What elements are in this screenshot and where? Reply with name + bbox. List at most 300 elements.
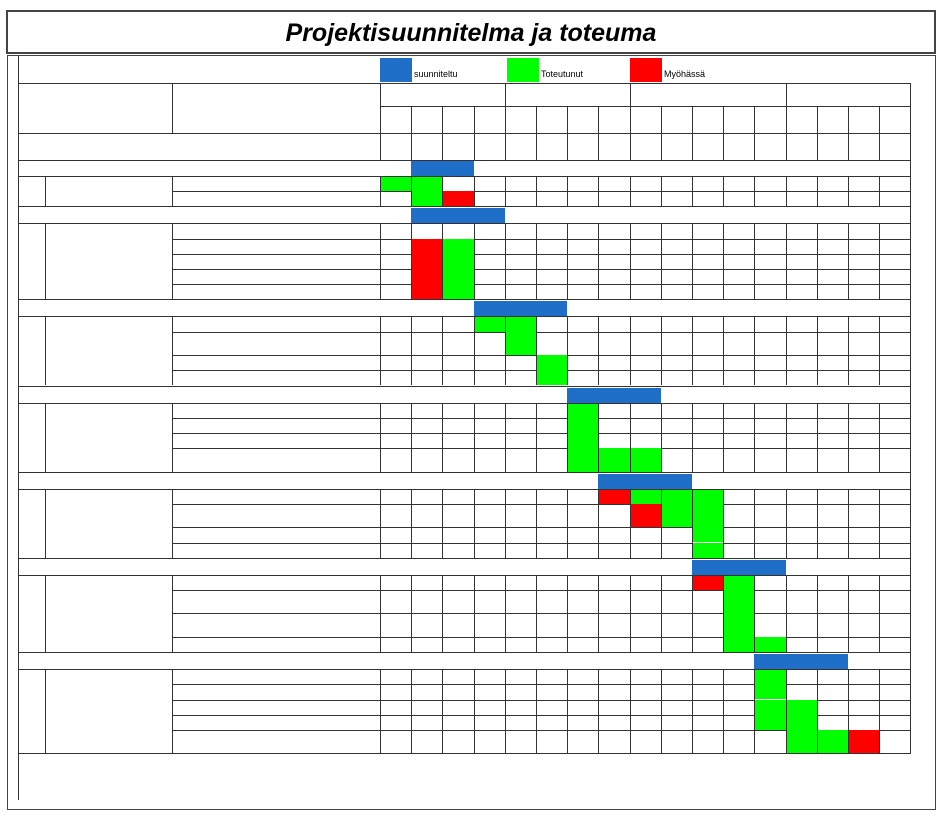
task-6-5 [172, 730, 380, 754]
grid-col-1-0 [380, 223, 381, 299]
grid-col-4-13 [786, 489, 787, 558]
grid-col-2-5 [536, 316, 537, 385]
done-cell-0-1-w2 [411, 176, 442, 191]
phase-bottom-line-0 [18, 206, 910, 207]
done-cell-3-4-w9 [630, 448, 661, 472]
done-cell-3-4-w8 [598, 448, 629, 472]
grid-col-5-15 [848, 575, 849, 652]
late-cell-6-5-w16 [848, 730, 879, 754]
week-col-divider-hdr-8 [630, 106, 631, 160]
grid-col-6-12 [754, 669, 755, 753]
grid-col-6-4 [505, 669, 506, 753]
grid-col-2-15 [848, 316, 849, 385]
grid-col-6-3 [474, 669, 475, 753]
grid-col-2-4 [505, 316, 506, 385]
week-label-2 [411, 106, 442, 133]
grid-col-0-9 [661, 176, 662, 206]
task-4-1 [172, 489, 380, 504]
week-number-13 [754, 133, 785, 160]
phase-name-divider-0 [172, 176, 173, 206]
task-header [172, 83, 380, 133]
grid-col-6-8 [630, 669, 631, 753]
week-label-16 [848, 106, 879, 133]
grid-col-1-1 [411, 223, 412, 299]
late-cell-1-5-w2 [411, 284, 442, 299]
phase-num-divider-2 [45, 316, 46, 385]
grid-col-5-3 [474, 575, 475, 652]
phase-name-3 [48, 403, 170, 472]
late-cell-0-2-w3 [442, 191, 473, 206]
grid-col-2-1 [411, 316, 412, 385]
table-right-edge [910, 83, 911, 754]
grid-col-6-6 [567, 669, 568, 753]
grid-col-5-16 [879, 575, 880, 652]
grid-col-4-2 [442, 489, 443, 558]
done-cell-0-1-w1 [380, 176, 411, 191]
grid-col-0-4 [505, 176, 506, 206]
task-0-1 [172, 176, 380, 191]
task-6-4 [172, 715, 380, 730]
week-label-6 [536, 106, 567, 133]
done-cell-5-4-w13 [754, 637, 785, 652]
grid-col-0-16 [879, 176, 880, 206]
week-number-2 [411, 133, 442, 160]
phase-name-0 [48, 176, 170, 206]
legend-label-2: Myöhässä [664, 69, 706, 79]
week-label-7 [567, 106, 598, 133]
planned-bar-phase-5 [692, 560, 786, 575]
phase-name-5 [48, 575, 170, 652]
week-col-divider-hdr-13 [786, 106, 787, 160]
task-2-2 [172, 332, 380, 356]
legend-label-1: Toteutunut [541, 69, 584, 79]
done-cell-6-4-w14 [786, 715, 817, 730]
grid-col-1-3 [474, 223, 475, 299]
week-col-divider-hdr-3 [474, 106, 475, 160]
task-4-3 [172, 527, 380, 542]
legend-swatch-0 [380, 58, 412, 82]
grid-col-2-16 [879, 316, 880, 385]
done-cell-6-1-w13 [754, 669, 785, 684]
phase-bottom-line-2 [18, 386, 910, 387]
grid-col-4-6 [567, 489, 568, 558]
week-col-divider-hdr-6 [567, 106, 568, 160]
grid-col-4-1 [411, 489, 412, 558]
late-cell-5-1-w11 [692, 575, 723, 590]
month-divider-2 [630, 83, 631, 106]
done-cell-6-3-w13 [754, 700, 785, 715]
planned-bar-phase-3 [567, 388, 661, 403]
week-label-1 [380, 106, 411, 133]
grid-col-3-6 [567, 403, 568, 472]
done-cell-5-3-w12 [723, 613, 754, 637]
week-label-9 [630, 106, 661, 133]
grid-col-6-10 [692, 669, 693, 753]
task-2-4 [172, 370, 380, 385]
phase-name-divider-3 [172, 403, 173, 472]
grid-col-4-9 [661, 489, 662, 558]
done-cell-4-1-w11 [692, 489, 723, 504]
task-3-4 [172, 448, 380, 472]
phase-name-6 [48, 669, 170, 753]
week-number-11 [692, 133, 723, 160]
task-3-3 [172, 433, 380, 448]
planned-bar-phase-1 [411, 208, 505, 223]
grid-col-2-14 [817, 316, 818, 385]
week-col-divider-hdr-10 [692, 106, 693, 160]
grid-col-3-2 [442, 403, 443, 472]
chart-title: Projektisuunnitelma ja toteuma [6, 10, 936, 54]
task-6-2 [172, 684, 380, 699]
grid-col-5-12 [754, 575, 755, 652]
grid-col-6-11 [723, 669, 724, 753]
grid-col-0-1 [411, 176, 412, 206]
grid-col-4-10 [692, 489, 693, 558]
grid-col-1-14 [817, 223, 818, 299]
phase-bottom-line-5 [18, 652, 910, 653]
week-label-5 [505, 106, 536, 133]
week-number-6 [536, 133, 567, 160]
grid-col-5-1 [411, 575, 412, 652]
phase-bottom-line-6 [18, 753, 910, 754]
grid-col-6-16 [879, 669, 880, 753]
month-label-1 [380, 83, 505, 106]
grid-col-4-3 [474, 489, 475, 558]
grid-col-3-12 [754, 403, 755, 472]
phase-bottom-line-3 [18, 472, 910, 473]
grid-col-0-13 [786, 176, 787, 206]
grid-col-5-5 [536, 575, 537, 652]
phase-number-4 [18, 489, 45, 558]
done-cell-4-1-w10 [661, 489, 692, 504]
week-col-divider-hdr-12 [754, 106, 755, 160]
done-cell-6-2-w13 [754, 684, 785, 699]
grid-col-3-10 [692, 403, 693, 472]
task-0-2 [172, 191, 380, 206]
done-cell-3-1-w7 [567, 403, 598, 418]
week-label-17 [879, 106, 910, 133]
week-number-15 [817, 133, 848, 160]
grid-col-4-12 [754, 489, 755, 558]
grid-col-2-11 [723, 316, 724, 385]
task-1-4 [172, 269, 380, 284]
month-label-2 [505, 83, 630, 106]
month-label-4 [786, 83, 911, 106]
grid-col-0-8 [630, 176, 631, 206]
grid-col-4-0 [380, 489, 381, 558]
late-cell-4-2-w9 [630, 504, 661, 528]
grid-col-0-3 [474, 176, 475, 206]
task-2-3 [172, 355, 380, 370]
week-number-7 [567, 133, 598, 160]
phase-num-divider-1 [45, 223, 46, 299]
grid-col-5-7 [598, 575, 599, 652]
grid-col-4-7 [598, 489, 599, 558]
done-cell-1-3-w3 [442, 254, 473, 269]
done-cell-4-3-w11 [692, 527, 723, 542]
week-col-divider-hdr-7 [598, 106, 599, 160]
task-5-4 [172, 637, 380, 652]
task-col-left-hdr [380, 83, 381, 160]
grid-col-4-4 [505, 489, 506, 558]
week-col-divider-hdr-5 [536, 106, 537, 160]
week-number-5 [505, 133, 536, 160]
grid-col-1-6 [567, 223, 568, 299]
phase-num-divider-6 [45, 669, 46, 753]
grid-col-3-16 [879, 403, 880, 472]
grid-col-1-8 [630, 223, 631, 299]
grid-col-5-13 [786, 575, 787, 652]
grid-col-0-2 [442, 176, 443, 206]
month-divider-1 [505, 83, 506, 106]
planned-bar-phase-4 [598, 474, 692, 489]
task-3-1 [172, 403, 380, 418]
late-cell-1-2-w2 [411, 239, 442, 254]
planned-bar-phase-2 [474, 301, 568, 316]
phase-name-divider-4 [172, 489, 173, 558]
grid-col-6-15 [848, 669, 849, 753]
grid-col-5-4 [505, 575, 506, 652]
grid-col-2-3 [474, 316, 475, 385]
week-number-10 [661, 133, 692, 160]
week-number-9 [630, 133, 661, 160]
grid-col-3-0 [380, 403, 381, 472]
done-cell-5-1-w12 [723, 575, 754, 590]
month-divider-3 [786, 83, 787, 106]
done-cell-0-2-w2 [411, 191, 442, 206]
done-cell-1-4-w3 [442, 269, 473, 284]
week-label-11 [692, 106, 723, 133]
late-cell-4-1-w8 [598, 489, 629, 504]
phase-number-1 [18, 223, 45, 299]
grid-col-0-10 [692, 176, 693, 206]
week-label-10 [661, 106, 692, 133]
done-cell-2-2-w5 [505, 332, 536, 356]
grid-col-3-8 [630, 403, 631, 472]
grid-col-3-11 [723, 403, 724, 472]
grid-col-6-9 [661, 669, 662, 753]
grid-col-5-10 [692, 575, 693, 652]
task-1-2 [172, 239, 380, 254]
grid-col-6-14 [817, 669, 818, 753]
grid-col-6-5 [536, 669, 537, 753]
phase-num-divider-5 [45, 575, 46, 652]
legend-swatch-1 [507, 58, 539, 82]
phase-name-2 [48, 316, 170, 385]
week-col-divider-hdr-11 [723, 106, 724, 160]
grid-col-3-7 [598, 403, 599, 472]
done-cell-6-5-w14 [786, 730, 817, 754]
task-5-2 [172, 590, 380, 614]
done-cell-4-2-w10 [661, 504, 692, 528]
grid-col-6-1 [411, 669, 412, 753]
planned-bar-phase-6 [754, 654, 848, 669]
grid-col-0-15 [848, 176, 849, 206]
month-label-3 [630, 83, 786, 106]
grid-col-2-8 [630, 316, 631, 385]
grid-col-0-6 [567, 176, 568, 206]
task-6-1 [172, 669, 380, 684]
grid-col-4-5 [536, 489, 537, 558]
grid-col-2-9 [661, 316, 662, 385]
grid-col-3-4 [505, 403, 506, 472]
grid-col-2-7 [598, 316, 599, 385]
grid-col-2-2 [442, 316, 443, 385]
week-number-14 [786, 133, 817, 160]
legend-label-0: suunniteltu [414, 69, 458, 79]
grid-col-5-6 [567, 575, 568, 652]
grid-col-4-8 [630, 489, 631, 558]
phase-number-3 [18, 403, 45, 472]
phase-header-line [18, 133, 380, 134]
done-cell-1-2-w3 [442, 239, 473, 254]
grid-col-4-14 [817, 489, 818, 558]
grid-col-1-11 [723, 223, 724, 299]
phase-name-divider-5 [172, 575, 173, 652]
done-cell-6-5-w15 [817, 730, 848, 754]
week-number-8 [598, 133, 629, 160]
done-cell-3-2-w7 [567, 418, 598, 433]
done-cell-3-3-w7 [567, 433, 598, 448]
grid-col-5-14 [817, 575, 818, 652]
grid-col-0-5 [536, 176, 537, 206]
week-col-divider-hdr-2 [442, 106, 443, 160]
week-number-16 [848, 133, 879, 160]
grid-col-3-13 [786, 403, 787, 472]
grid-col-2-12 [754, 316, 755, 385]
grid-col-1-7 [598, 223, 599, 299]
task-1-5 [172, 284, 380, 299]
week-label-14 [786, 106, 817, 133]
grid-col-5-8 [630, 575, 631, 652]
grid-col-2-13 [786, 316, 787, 385]
grid-col-6-2 [442, 669, 443, 753]
late-cell-1-3-w2 [411, 254, 442, 269]
phase-name-divider-1 [172, 223, 173, 299]
task-2-1 [172, 316, 380, 331]
done-cell-2-4-w6 [536, 370, 567, 385]
grid-col-3-9 [661, 403, 662, 472]
grid-col-4-11 [723, 489, 724, 558]
phase-num-divider-0 [45, 176, 46, 206]
grid-col-4-16 [879, 489, 880, 558]
task-3-2 [172, 418, 380, 433]
grid-col-3-14 [817, 403, 818, 472]
week-col-divider-hdr-1 [411, 106, 412, 160]
week-col-divider-hdr-14 [817, 106, 818, 160]
grid-col-1-5 [536, 223, 537, 299]
grid-col-6-0 [380, 669, 381, 753]
grid-col-1-12 [754, 223, 755, 299]
grid-col-1-15 [848, 223, 849, 299]
week-col-divider-hdr-16 [879, 106, 880, 160]
week-col-divider-hdr-15 [848, 106, 849, 160]
late-cell-1-4-w2 [411, 269, 442, 284]
done-cell-5-2-w12 [723, 590, 754, 614]
grid-col-0-11 [723, 176, 724, 206]
phase-header [18, 83, 172, 133]
week-col-divider-hdr-4 [505, 106, 506, 160]
task-1-3 [172, 254, 380, 269]
grid-col-0-14 [817, 176, 818, 206]
phase-bottom-line-4 [18, 558, 910, 559]
phase-name-4 [48, 489, 170, 558]
grid-col-1-16 [879, 223, 880, 299]
week-label-15 [817, 106, 848, 133]
week-number-17 [879, 133, 910, 160]
phase-num-divider-3 [45, 403, 46, 472]
week-label-12 [723, 106, 754, 133]
grid-col-5-2 [442, 575, 443, 652]
grid-col-0-12 [754, 176, 755, 206]
phase-num-divider-4 [45, 489, 46, 558]
grid-col-3-15 [848, 403, 849, 472]
done-cell-2-1-w4 [474, 316, 505, 331]
phase-name-divider-2 [172, 316, 173, 385]
done-cell-4-1-w9 [630, 489, 661, 504]
task-5-1 [172, 575, 380, 590]
grid-col-6-7 [598, 669, 599, 753]
grid-col-3-1 [411, 403, 412, 472]
grid-col-1-13 [786, 223, 787, 299]
task-6-3 [172, 700, 380, 715]
week-label-13 [754, 106, 785, 133]
task-4-4 [172, 543, 380, 558]
week-label-4 [474, 106, 505, 133]
phase-name-1 [48, 223, 170, 299]
task-4-2 [172, 504, 380, 528]
phase-number-2 [18, 316, 45, 385]
done-cell-5-4-w12 [723, 637, 754, 652]
task-1-1 [172, 223, 380, 238]
done-cell-6-4-w13 [754, 715, 785, 730]
task-5-3 [172, 613, 380, 637]
grid-col-1-10 [692, 223, 693, 299]
grid-col-1-2 [442, 223, 443, 299]
week-col-divider-hdr-9 [661, 106, 662, 160]
grid-col-5-11 [723, 575, 724, 652]
done-cell-1-5-w3 [442, 284, 473, 299]
week-number-4 [474, 133, 505, 160]
phase-bottom-line-1 [18, 299, 910, 300]
planned-bar-phase-0 [411, 161, 473, 176]
phase-name-divider-6 [172, 669, 173, 753]
grid-col-5-9 [661, 575, 662, 652]
grid-col-4-15 [848, 489, 849, 558]
week-number-1 [380, 133, 411, 160]
phase-number-5 [18, 575, 45, 652]
done-cell-2-1-w5 [505, 316, 536, 331]
grid-col-3-5 [536, 403, 537, 472]
phase-number-6 [18, 669, 45, 753]
legend-swatch-2 [630, 58, 662, 82]
week-label-3 [442, 106, 473, 133]
grid-col-3-3 [474, 403, 475, 472]
grid-col-2-10 [692, 316, 693, 385]
grid-col-2-0 [380, 316, 381, 385]
done-cell-3-4-w7 [567, 448, 598, 472]
done-cell-4-4-w11 [692, 543, 723, 558]
grid-col-5-0 [380, 575, 381, 652]
grid-col-0-0 [380, 176, 381, 206]
week-number-3 [442, 133, 473, 160]
week-label-8 [598, 106, 629, 133]
phase-number-0 [18, 176, 45, 206]
grid-col-2-6 [567, 316, 568, 385]
done-cell-4-2-w11 [692, 504, 723, 528]
week-number-12 [723, 133, 754, 160]
done-cell-6-3-w14 [786, 700, 817, 715]
